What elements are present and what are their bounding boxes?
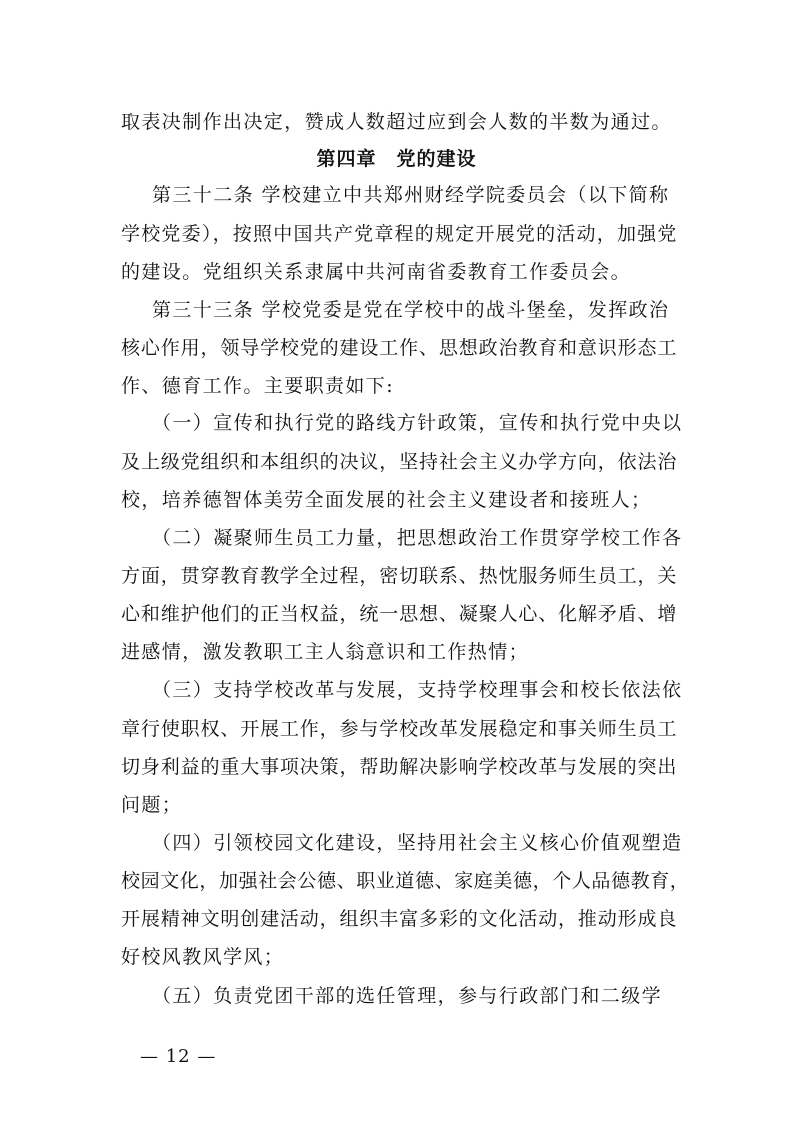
duty-item-2-line: （二）凝聚师生员工力量，把思想政治工作贯穿学校工作各 — [152, 527, 683, 549]
text-line: 问题； — [121, 794, 183, 816]
text-line: 切身利益的重大事项决策，帮助解决影响学校改革与发展的突出 — [121, 756, 677, 778]
text-line: 章行使职权、开展工作，参与学校改革发展稳定和事关师生员工 — [121, 718, 677, 740]
text-line: 校园文化，加强社会公德、职业道德、家庭美德，个人品德教育， — [121, 870, 690, 892]
text-line: 取表决制作出决定，赞成人数超过应到会人数的半数为通过。 — [121, 111, 672, 133]
text-line: 作、德育工作。主要职责如下: — [121, 375, 395, 397]
article-33-line: 第三十三条 学校党委是党在学校中的战斗堡垒，发挥政治 — [152, 299, 670, 321]
text-line: 心和维护他们的正当权益，统一思想、凝聚人心、化解矛盾、增 — [121, 603, 677, 625]
duty-item-5-line: （五）负责党团干部的选任管理，参与行政部门和二级学 — [152, 985, 663, 1007]
text-line: 开展精神文明创建活动，组织丰富多彩的文化活动，推动形成良 — [121, 908, 677, 930]
duty-item-3-line: （三）支持学校改革与发展，支持学校理事会和校长依法依 — [152, 679, 683, 701]
text-line: 好校风教风学风； — [121, 946, 285, 968]
duty-item-4-line: （四）引领校园文化建设，坚持用社会主义核心价值观塑造 — [152, 832, 683, 854]
chapter-title: 第四章 党的建设 — [316, 148, 477, 170]
text-line: 学校党委），按照中国共产党章程的规定开展党的活动，加强党 — [121, 223, 677, 245]
text-line: 的建设。党组织关系隶属中共河南省委教育工作委员会。 — [121, 261, 632, 283]
text-line: 方面，贯穿教育教学全过程，密切联系、热忱服务师生员工，关 — [121, 565, 677, 587]
article-32-line: 第三十二条 学校建立中共郑州财经学院委员会（以下简称 — [152, 184, 670, 206]
text-line: 及上级党组织和本组织的决议，坚持社会主义办学方向，依法治 — [121, 451, 677, 473]
page-number: — 12 — — [140, 1046, 217, 1067]
duty-item-1-line: （一）宣传和执行党的路线方针政策，宣传和执行党中央以 — [152, 412, 683, 434]
text-line: 核心作用，领导学校党的建设工作、思想政治教育和意识形态工 — [121, 337, 677, 359]
text-line: 校，培养德智体美劳全面发展的社会主义建设者和接班人； — [121, 489, 652, 511]
text-line: 进感情，激发教职工主人翁意识和工作热情； — [121, 641, 530, 663]
